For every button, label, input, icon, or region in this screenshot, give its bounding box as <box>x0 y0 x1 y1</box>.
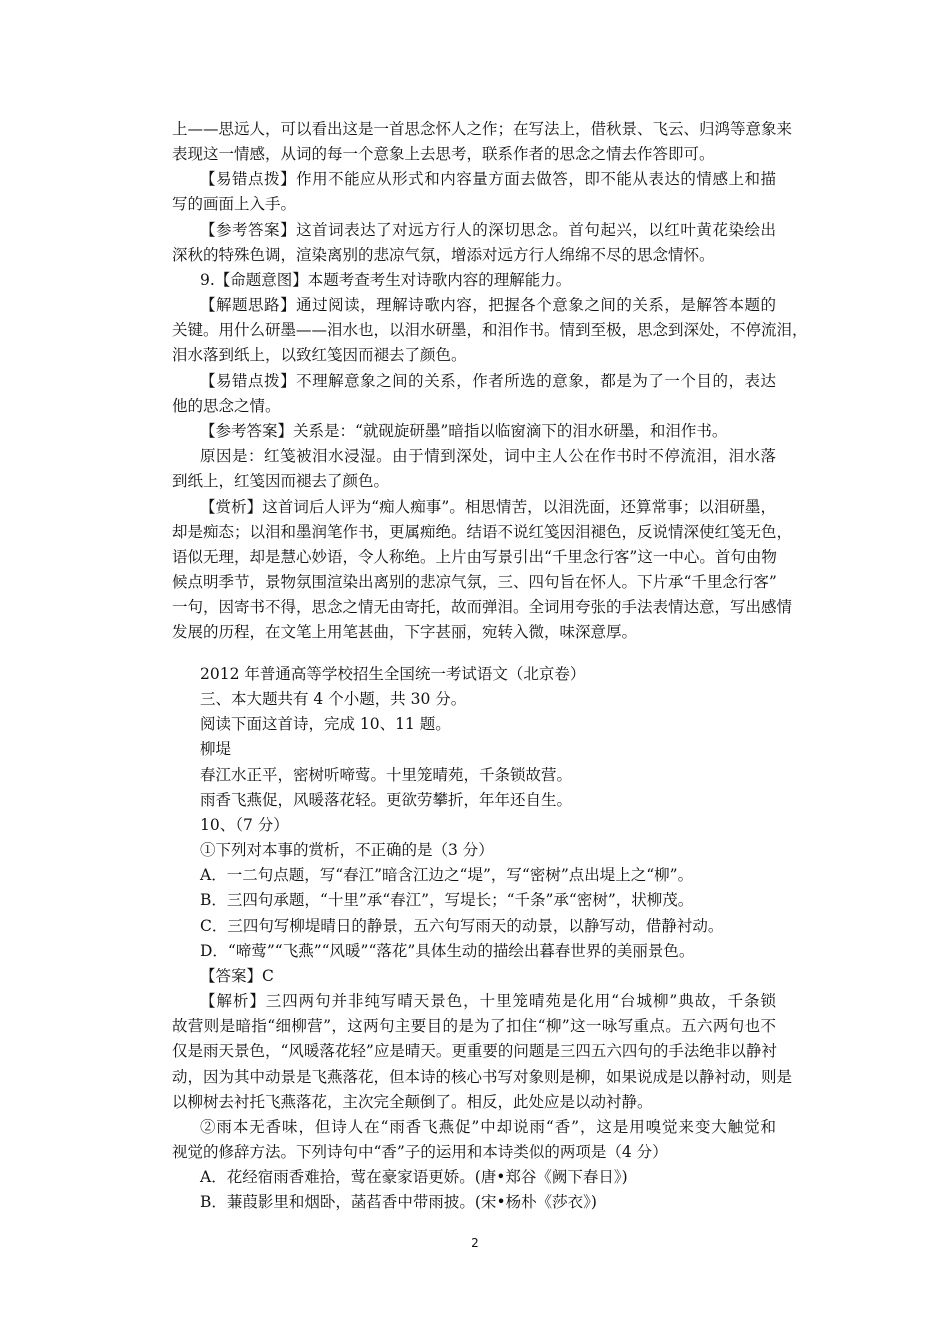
text-line: 【解析】三四两句并非纯写晴天景色，十里笼晴苑是化用“台城柳”典故，千条锁 <box>200 992 776 1010</box>
text-line: 视觉的修辞方法。下列诗句中“香”子的运用和本诗类似的两项是（4 分） <box>172 1143 668 1161</box>
text-line: 三、本大题共有 4 个小题，共 30 分。 <box>200 690 467 708</box>
poem-line: 春江水正平，密树听啼莺。十里笼晴苑，千条锁故营。 <box>200 766 573 784</box>
text-line: 【参考答案】关系是：“就砚旋研墨”暗指以临窗滴下的泪水研墨，和泪作书。 <box>200 422 728 440</box>
text-line: 上——思远人，可以看出这是一首思念怀人之作；在写法上，借秋景、飞云、归鸿等意象来 <box>172 120 793 138</box>
text-line: 动，因为其中动景是飞燕落花，但本诗的核心书写对象则是柳，如果说成是以静衬动，则是 <box>172 1068 793 1086</box>
page-number: 2 <box>471 1236 479 1250</box>
option-d: D．“啼莺”“飞燕”“风暖”“落花”具体生动的描绘出暮春世界的美丽景色。 <box>200 942 695 960</box>
text-line: 故营则是暗指“细柳营”，这两句主要目的是为了扣住“柳”这一咏写重点。五六两句也不 <box>172 1017 776 1035</box>
text-line: ②雨本无香味，但诗人在“雨香飞燕促”中却说雨“香”，这是用嗅觉来变大触觉和 <box>200 1118 776 1136</box>
option-a: A．花经宿雨香难拾，莺在豪家语更娇。(唐•郑谷《阙下春日》) <box>200 1168 628 1186</box>
text-line: 原因是：红笺被泪水浸湿。由于情到深处，词中主人公在作书时不停流泪，泪水落 <box>200 447 776 465</box>
option-b: B．三四句承题，“十里”承“春江”，写堤长；“千条”承“密树”，状柳茂。 <box>200 891 694 909</box>
text-line: 语似无理，却是慧心妙语，令人称绝。上片由写景引出“千里念行客”这一中心。首句由物 <box>172 548 777 566</box>
option-c: C．三四句写柳堤晴日的静景，五六句写雨天的动景，以静写动，借静衬动。 <box>200 917 724 935</box>
poem-line: 雨香飞燕促，风暖落花轻。更欲劳攀折，年年还自生。 <box>200 791 573 809</box>
poem-title: 柳堤 <box>200 740 232 758</box>
question-text: ①下列对本事的赏析，不正确的是（3 分） <box>200 841 494 859</box>
answer-line: 【答案】C <box>200 967 274 985</box>
option-b: B．蒹葭影里和烟卧，菡萏香中带雨披。(宋•杨朴《莎衣》) <box>200 1193 597 1211</box>
text-line: 【易错点拨】作用不能应从形式和内容量方面去做答，即不能从表达的情感上和描 <box>200 170 776 188</box>
text-line: 阅读下面这首诗，完成 10、11 题。 <box>200 715 451 733</box>
text-line: 他的思念之情。 <box>172 397 281 415</box>
text-line: 一句，因寄书不得，思念之情无由寄托，故而弹泪。全词用夸张的手法表情达意，写出感情 <box>172 598 793 616</box>
text-line: 发展的历程，在文笔上用笔甚曲，下字甚丽，宛转入微，味深意厚。 <box>172 623 638 641</box>
text-line: 却是痴态；以泪和墨润笔作书，更属痴绝。结语不说红笺因泪褪色，反说情深使红笺无色， <box>172 523 793 541</box>
text-line: 【解题思路】通过阅读，理解诗歌内容，把握各个意象之间的关系，是解答本题的 <box>200 296 776 314</box>
text-line: 仅是雨天景色，“风暖落花轻”应是晴天。更重要的问题是三四五六四句的手法绝非以静衬 <box>172 1042 777 1060</box>
text-line: 泪水落到纸上，以致红笺因而褪去了颜色。 <box>172 346 467 364</box>
text-line: 9.【命题意图】本题考查考生对诗歌内容的理解能力。 <box>200 271 572 289</box>
question-heading: 10、（7 分） <box>200 816 289 834</box>
text-line: 【赏析】这首词后人评为“痴人痴事”。相思情苦，以泪洗面，还算常事；以泪研墨， <box>200 498 776 516</box>
text-line: 【易错点拨】不理解意象之间的关系，作者所选的意象，都是为了一个目的，表达 <box>200 372 776 390</box>
text-line: 深秋的特殊色调，渲染离别的悲凉气氛，增添对远方行人绵绵不尽的思念情怀。 <box>172 246 715 264</box>
text-line: 【参考答案】这首词表达了对远方行人的深切思念。首句起兴，以红叶黄花染绘出 <box>200 221 776 239</box>
text-line: 表现这一情感，从词的每一个意象上去思考，联系作者的思念之情去作答即可。 <box>172 145 715 163</box>
option-a: A．一二句点题，写“春江”暗含江边之“堤”，写“密树”点出堤上之“柳”。 <box>200 866 694 884</box>
text-line: 写的画面上入手。 <box>172 195 297 213</box>
text-line: 到纸上，红笺因而褪去了颜色。 <box>172 472 390 490</box>
text-line: 以柳树去衬托飞燕落花，主次完全颠倒了。相反，此处应是以动衬静。 <box>172 1093 653 1111</box>
text-line: 候点明季节，景物氛围渲染出离别的悲凉气氛，三、四句旨在怀人。下片承“千里念行客” <box>172 573 777 591</box>
text-line: 关键。用什么研墨——泪水也，以泪水研墨，和泪作书。情到至极，思念到深处，不停流泪， <box>172 321 808 339</box>
exam-title: 2012 年普通高等学校招生全国统一考试语文（北京卷） <box>200 665 586 683</box>
